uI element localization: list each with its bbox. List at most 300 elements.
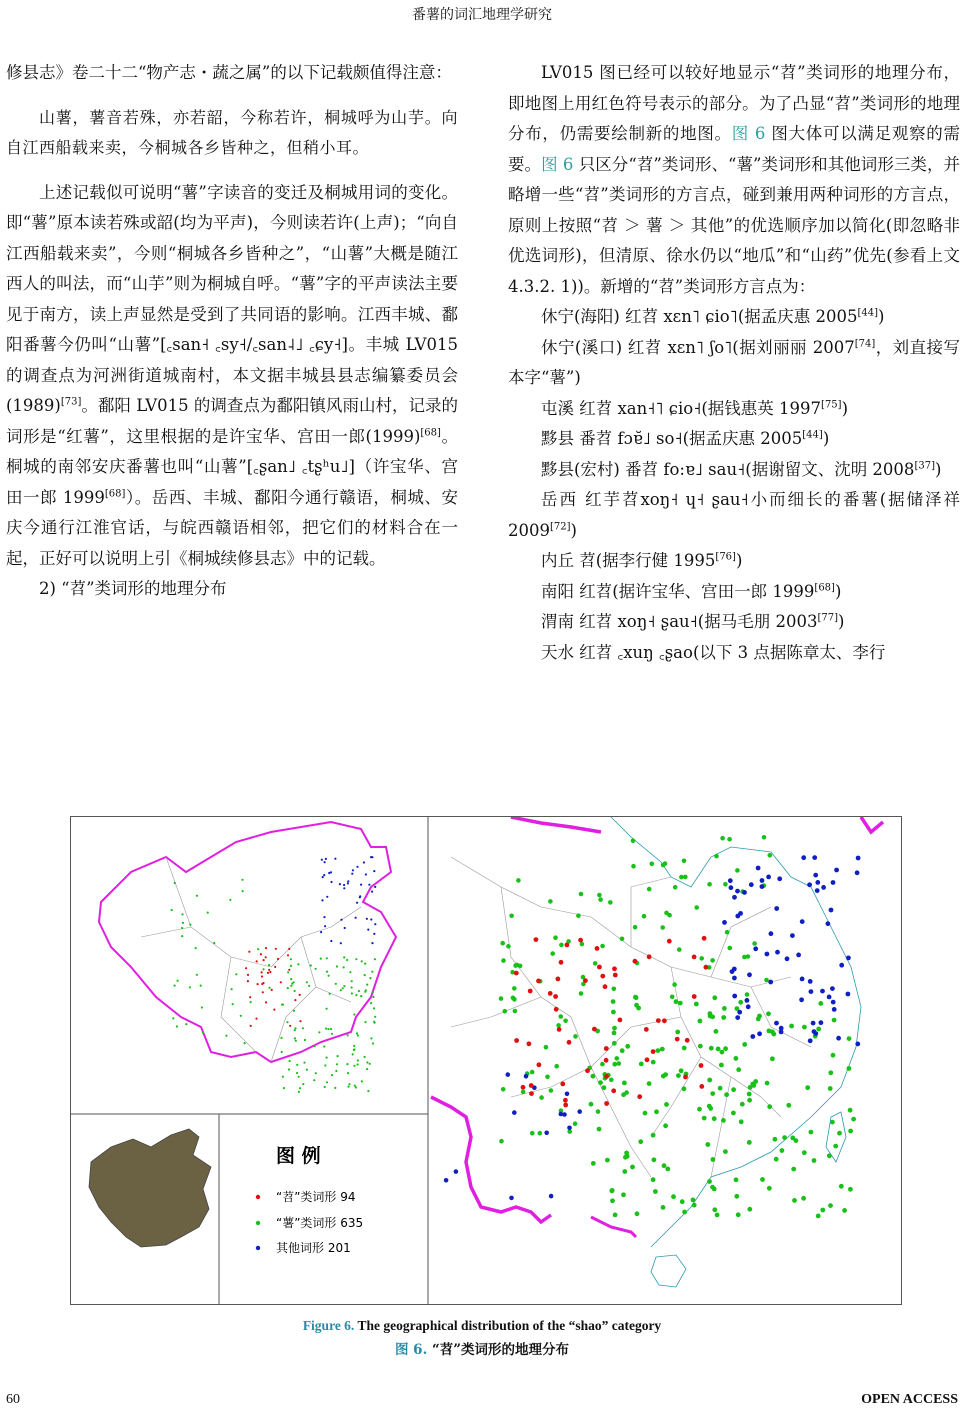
map-dot (685, 1038, 690, 1043)
map-dot (718, 1086, 723, 1091)
map-dot (707, 1078, 712, 1083)
map-dot (612, 987, 617, 992)
map-dot (634, 995, 639, 1000)
map-dot (548, 899, 553, 904)
map-dot (337, 1055, 339, 1057)
map-dot (739, 1119, 744, 1124)
paragraph: 上述记载似可说明“薯”字读音的变迁及桐城用词的变化。即“薯”原本读若殊或韶(均为平声)，今则读若许(上声)；“向自江西船载来卖”，今则“桐城各乡皆种之”，“山薯”大概是随江西人的叫法，而“山芋”则为桐城自呼。“薯”字的平声读法主要见于南方，读上声显然是受到了共同语的影响。江西丰城、鄱阳番薯今仍叫“山薯”[꜀san˧ ꜀sy˧/꜀san˨˩ ꜀ɕy˧]。丰城 LV015 的调查点为河洲街道城南村，本文据丰城县县志编纂委员会(1989)[73]。鄱阳 LV015 的调查点为鄱阳镇风雨山村，记录的词形是“红薯”，这里根据的是许宝华、宫田一郎(1999)[68]。桐城的南邻安庆番薯也叫“山薯”[꜀ʂan˩ ꜀tʂʰu˩]（许宝华、宫田一郎 1999[68]）。岳西、丰城、鄱阳今通行赣语，桐城、安庆今通行江淮官话，与皖西赣语相邻，把它们的材料合在一起，正好可以说明上引《桐城续修县志》中的记载。 (6, 182, 458, 568)
map-dot (189, 986, 191, 988)
map-dot (756, 866, 761, 871)
example-entry: 屯溪 红苕 xan˧˥ ɕio˧(据钱惠英 1997[75]) (541, 398, 849, 418)
map-dot (172, 1017, 174, 1019)
map-dot (364, 1021, 366, 1023)
map-dot (832, 1007, 837, 1012)
map-dot (600, 944, 605, 949)
map-dot (534, 937, 539, 942)
map-dot (618, 1018, 623, 1023)
legend-label-shao: “苕”类词形 94 (276, 1190, 356, 1204)
map-dot (171, 909, 173, 911)
map-dot (349, 971, 351, 973)
province-borders (141, 857, 361, 1062)
map-dot (538, 1131, 543, 1136)
map-dot (521, 1085, 526, 1090)
map-dot (735, 868, 740, 873)
map-dot (290, 985, 292, 987)
map-dot (777, 876, 782, 881)
map-dot (710, 958, 715, 963)
map-dot (846, 992, 851, 997)
map-dot (816, 1214, 821, 1219)
map-dot (503, 1009, 508, 1014)
figure-6 (70, 816, 902, 1305)
map-dot (298, 1091, 300, 1093)
map-dot (790, 933, 795, 938)
map-dot (682, 859, 687, 864)
map-dot (326, 1057, 328, 1059)
map-dot (560, 1082, 565, 1087)
map-dot (833, 1144, 838, 1149)
map-dot (837, 1131, 842, 1136)
map-dot (617, 1061, 622, 1066)
map-dot (753, 1079, 758, 1084)
map-dot (213, 942, 215, 944)
map-dot (334, 1087, 336, 1089)
map-dot (273, 1009, 275, 1011)
map-dot (354, 1085, 356, 1087)
map-dot (732, 994, 737, 999)
map-dot (663, 861, 668, 866)
map-dot (583, 978, 588, 983)
map-dot (530, 1070, 535, 1075)
map-dot (355, 917, 357, 919)
map-dot (760, 878, 765, 883)
map-dot (664, 1102, 669, 1107)
map-dot (612, 1041, 617, 1046)
map-dot (651, 1133, 656, 1138)
map-dot (196, 974, 198, 976)
map-dot (340, 942, 342, 944)
map-dot (651, 1060, 656, 1065)
map-dot (282, 1004, 284, 1006)
map-dot (635, 1211, 640, 1216)
map-dot (624, 1090, 629, 1095)
map-dot (346, 1063, 348, 1065)
map-dot (766, 875, 771, 880)
map-dot (374, 923, 376, 925)
map-dot (200, 985, 202, 987)
map-dot (720, 836, 725, 841)
map-dot (207, 912, 209, 914)
map-dot (747, 1092, 752, 1097)
map-dot (174, 882, 176, 884)
map-dot (832, 1018, 837, 1023)
map-dot (343, 887, 345, 889)
map-dot (764, 978, 769, 983)
map-dot (710, 1185, 715, 1190)
map-dot (357, 1034, 359, 1036)
map-dot (692, 994, 697, 999)
map-dot (374, 886, 376, 888)
map-dot (245, 967, 247, 969)
map-dot (241, 879, 243, 881)
map-dot (603, 984, 608, 989)
map-dot (297, 963, 299, 965)
map-dot (740, 1102, 745, 1107)
map-dot (269, 971, 271, 973)
map-dot (682, 1046, 687, 1051)
map-dot (299, 1020, 301, 1022)
map-dot (244, 1042, 246, 1044)
map-dot (353, 1013, 355, 1015)
map-dot (347, 1072, 349, 1074)
map-dot (851, 1117, 856, 1122)
map-dot (836, 1036, 841, 1041)
map-dot (242, 890, 244, 892)
map-dot (605, 1158, 610, 1163)
map-dot (185, 1023, 187, 1025)
legend-swatch-other (256, 1246, 260, 1250)
map-dot (734, 1056, 739, 1061)
map-dot (325, 858, 327, 860)
map-dot (373, 933, 375, 935)
map-dot (567, 1040, 572, 1045)
locator-map-china (89, 1129, 211, 1247)
map-dot (351, 992, 353, 994)
map-dot (556, 977, 561, 982)
map-dot (360, 995, 362, 997)
map-dot (624, 1151, 629, 1156)
map-dot (760, 1177, 765, 1182)
map-dot (745, 992, 750, 997)
map-dot (613, 1213, 618, 1218)
map-dot (697, 1107, 702, 1112)
map-dot (521, 1090, 526, 1095)
map-dot (290, 958, 292, 960)
map-dot (604, 1046, 609, 1051)
map-dot (371, 856, 373, 858)
map-dot (250, 1025, 252, 1027)
map-dot (524, 1074, 529, 1079)
map-dot (511, 996, 516, 1001)
map-dot (589, 1102, 594, 1107)
map-dot (846, 956, 851, 961)
map-dot (800, 977, 805, 982)
map-dot (670, 995, 675, 1000)
map-dot (662, 1018, 667, 1023)
map-dot (529, 1091, 534, 1096)
map-dot (537, 1062, 542, 1067)
map-dot (796, 953, 801, 958)
map-dot (715, 1213, 720, 1218)
map-dot (736, 1067, 741, 1072)
map-dot (320, 931, 322, 933)
map-dot (766, 1011, 771, 1016)
map-dot (811, 1021, 816, 1026)
running-header: 番薯的词汇地理学研究 (412, 7, 552, 23)
map-dot (747, 1098, 752, 1103)
map-dot (815, 888, 820, 893)
map-dot (608, 900, 613, 905)
map-dot (554, 1064, 559, 1069)
map-dot (516, 878, 521, 883)
map-dot (742, 1042, 747, 1047)
map-dot (181, 927, 183, 929)
map-dot (774, 1157, 779, 1162)
map-dot (821, 885, 826, 890)
map-dot (323, 874, 325, 876)
map-dot (737, 1010, 742, 1015)
map-dot (785, 956, 790, 961)
map-dot (647, 954, 652, 959)
map-dot (364, 991, 366, 993)
map-dot (705, 1142, 710, 1147)
map-dot (373, 870, 375, 872)
map-dot (768, 980, 773, 985)
map-dot (286, 1021, 288, 1023)
map-dot (247, 980, 249, 982)
border-north (511, 817, 601, 832)
map-dot (771, 1032, 776, 1037)
map-dot (855, 870, 860, 875)
map-dot (512, 1110, 517, 1115)
large-map (431, 817, 883, 1287)
map-dot (267, 972, 269, 974)
small-map-dots (171, 856, 377, 1093)
map-dot (789, 1024, 794, 1029)
map-dot (501, 958, 506, 963)
map-dot (545, 1075, 550, 1080)
map-dot (709, 1046, 714, 1051)
map-dot (339, 883, 341, 885)
map-dot (299, 1087, 301, 1089)
map-dot (791, 1167, 796, 1172)
map-dot (282, 1076, 284, 1078)
map-dot (757, 1031, 762, 1036)
map-dot (746, 1004, 751, 1009)
map-dot (834, 868, 839, 873)
map-dot (842, 1208, 847, 1213)
map-dot (202, 1032, 204, 1034)
map-dot (355, 994, 357, 996)
map-dot (306, 981, 308, 983)
map-dot (579, 991, 584, 996)
map-dot (335, 1070, 337, 1072)
map-dot (225, 1035, 227, 1037)
map-dot (356, 1032, 358, 1034)
map-dot (643, 1111, 648, 1116)
map-dot (315, 1072, 317, 1074)
map-dot (347, 1086, 349, 1088)
map-dot (298, 1076, 300, 1078)
map-dot (556, 1023, 561, 1028)
map-dot (567, 1126, 572, 1131)
map-dot (536, 979, 541, 984)
map-dot (679, 1068, 684, 1073)
map-dot (767, 1029, 772, 1034)
map-dot (647, 887, 652, 892)
map-dot (372, 991, 374, 993)
map-dot (675, 1037, 680, 1042)
map-dot (731, 1087, 736, 1092)
map-dot (343, 985, 345, 987)
left-column (6, 58, 458, 605)
legend-label-other: 其他词形 201 (276, 1241, 351, 1255)
map-dot (597, 1127, 602, 1132)
map-dot (679, 875, 684, 880)
map-dot (340, 919, 342, 921)
map-dot (357, 1059, 359, 1061)
map-dot (801, 855, 806, 860)
map-dot (578, 938, 583, 943)
map-dot (294, 990, 296, 992)
figure-link[interactable]: 图 6 (541, 154, 574, 174)
map-dot (808, 979, 813, 984)
map-dot (604, 1074, 609, 1079)
map-dot (807, 882, 812, 887)
map-dot (514, 1038, 519, 1043)
map-dot (585, 1068, 590, 1073)
map-dot (559, 960, 564, 965)
map-dot (639, 1062, 644, 1067)
map-dot (826, 921, 831, 926)
map-dot (326, 957, 328, 959)
map-dot (855, 1042, 860, 1047)
map-dot (557, 1027, 562, 1032)
map-dot (630, 1165, 635, 1170)
map-dot (612, 1031, 617, 1036)
legend (256, 1144, 363, 1255)
map-dot (596, 1109, 601, 1114)
map-dot (667, 913, 672, 918)
map-dot (644, 1027, 649, 1032)
map-dot (530, 1131, 535, 1136)
example-entry: 南阳 红苕(据许宝华、宫田一郎 1999[68]) (541, 581, 842, 601)
map-dot (334, 858, 336, 860)
map-dot (767, 1186, 772, 1191)
map-dot (373, 1007, 375, 1009)
map-dot (563, 1098, 568, 1103)
figure-caption-en: Figure 6. The geographical distribution of the “shao” category (302, 1318, 662, 1333)
map-dot (293, 981, 295, 983)
map-dot (622, 1169, 627, 1174)
map-dot (716, 1047, 721, 1052)
map-dot (559, 943, 564, 948)
map-dot (856, 856, 861, 861)
map-dot (604, 1058, 609, 1063)
map-dot (750, 1034, 755, 1039)
map-dot (189, 924, 191, 926)
map-dot (368, 884, 370, 886)
map-dot (600, 974, 605, 979)
map-dot (677, 947, 682, 952)
map-dot (343, 884, 345, 886)
map-dot (612, 966, 617, 971)
map-dot (611, 999, 616, 1004)
map-dot (372, 1042, 374, 1044)
map-dot (638, 1139, 643, 1144)
map-dot (326, 896, 328, 898)
map-dot (790, 1136, 795, 1141)
map-dot (734, 1177, 739, 1182)
map-dot (820, 1208, 825, 1213)
map-dot (600, 1062, 605, 1067)
map-dot (712, 995, 717, 1000)
map-dot (805, 1085, 810, 1090)
map-dot (704, 965, 709, 970)
map-dot (699, 1084, 704, 1089)
map-dot (565, 943, 570, 948)
map-dot (328, 975, 330, 977)
map-dot (593, 961, 598, 966)
map-dot (287, 987, 289, 989)
map-dot (735, 889, 740, 894)
map-dot (355, 958, 357, 960)
map-dot (732, 976, 737, 981)
map-dot (322, 876, 324, 878)
map-dot (735, 1015, 740, 1020)
map-dot (544, 1131, 549, 1136)
map-dot (255, 1018, 257, 1020)
map-dot (663, 1072, 668, 1077)
legend-label-shu: “薯”类词形 635 (276, 1216, 364, 1230)
map-dot (702, 936, 707, 941)
map-dot (694, 905, 699, 910)
map-dot (742, 890, 747, 895)
map-dot (609, 1078, 614, 1083)
map-dot (722, 920, 727, 925)
map-dot (721, 1015, 726, 1020)
map-dot (444, 1178, 449, 1183)
map-dot (830, 986, 835, 991)
map-dot (612, 1062, 617, 1067)
map-dot (714, 1029, 719, 1034)
map-dot (229, 899, 231, 901)
map-dot (847, 1066, 852, 1071)
map-dot (268, 964, 270, 966)
example-entry: 内丘 苕(据李行健 1995[76]) (541, 551, 743, 570)
map-dot (774, 1021, 779, 1026)
legend-title: 图 例 (276, 1145, 321, 1167)
example-entry: 休宁(溪口) 红苕 xɛn˥ ʃo˥(据刘丽丽 2007[74]，刘直接写本字“薯”) (508, 337, 960, 387)
map-dot (288, 948, 290, 950)
figure-link[interactable]: 图 6 (731, 124, 766, 143)
map-dot (280, 981, 282, 983)
map-dot (683, 1075, 688, 1080)
paragraph: 修县志》卷二十二“物产志・蔬之属”的以下记载颇值得注意： (6, 63, 452, 82)
map-dot (331, 1033, 333, 1035)
map-dot (324, 861, 326, 863)
map-dot (353, 1065, 355, 1067)
map-dot (327, 1028, 329, 1030)
map-dot (692, 1203, 697, 1208)
map-dot (288, 1068, 290, 1070)
map-dot (722, 1006, 727, 1011)
map-dot (367, 1090, 369, 1092)
map-dot (647, 1081, 652, 1086)
example-entry: 渭南 红苕 xoŋ˧ ʂau˧(据马毛朋 2003[77]) (541, 612, 845, 631)
map-dot (747, 972, 752, 977)
map-dot (326, 1008, 328, 1010)
map-dot (290, 978, 292, 980)
map-dot (554, 1007, 559, 1012)
map-dot (633, 959, 638, 964)
map-dot (235, 973, 237, 975)
map-dot (365, 873, 367, 875)
map-dot (287, 971, 289, 973)
map-dot (324, 1086, 326, 1088)
map-dot (694, 1002, 699, 1007)
map-dot (612, 1026, 617, 1031)
